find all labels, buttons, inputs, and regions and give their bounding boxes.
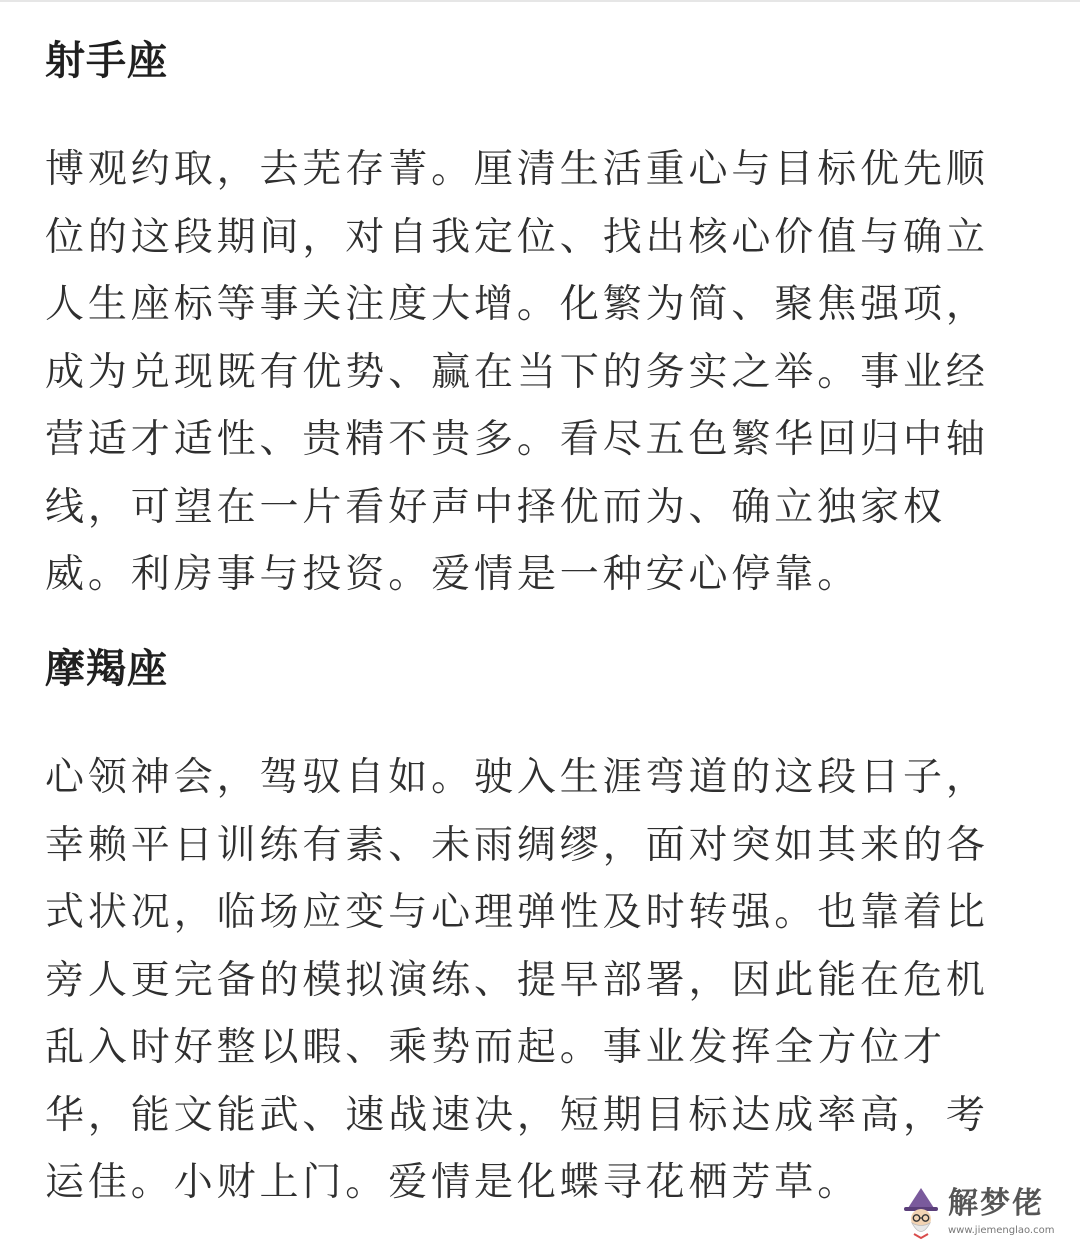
top-divider: [0, 0, 1080, 2]
watermark: [898, 1182, 1058, 1248]
section-title-capricorn: 摩羯座: [45, 646, 168, 692]
section-body-sagittarius: 博观约取，去芜存菁。厘清生活重心与目标优先顺位的这段期间，对自我定位、找出核心价值与确立人生座标等事关注度大增。化繁为简、聚焦强项，成为兑现既有优势、赢在当下的务实之举。事业经营适才适性、贵精不贵多。看尽五色繁华回归中轴线，可望在一片看好声中择优而为、确立独家权威。利房事与投资。爱情是一种安心停靠。: [45, 147, 989, 597]
watermark-url: www.jiemenglao.com: [948, 1225, 1055, 1236]
wizard-avatar-icon: [898, 1186, 944, 1240]
section-body-capricorn: 心领神会，驾驭自如。驶入生涯弯道的这段日子，幸赖平日训练有素、未雨绸缪，面对突如其来的各式状况，临场应变与心理弹性及时转强。也靠着比旁人更完备的模拟演练、提早部署，因此能在危机乱入时好整以暇、乘势而起。事业发挥全方位才华，能文能武、速战速决，短期目标达成率高，考运佳。小财上门。爱情是化蝶寻花栖芳草。: [45, 755, 989, 1205]
section-title-sagittarius: 射手座: [45, 38, 168, 84]
watermark-name: 解梦佬: [948, 1186, 1044, 1221]
